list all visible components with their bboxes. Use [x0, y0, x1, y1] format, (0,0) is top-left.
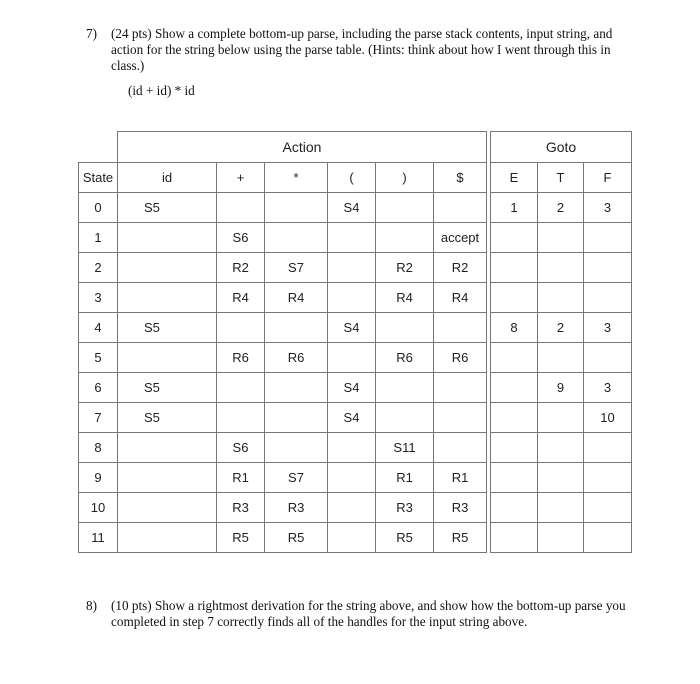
cell-dollar: R4 — [434, 283, 487, 313]
cell-star: S7 — [265, 463, 328, 493]
cell-T — [538, 403, 584, 433]
cell-plus: R2 — [217, 253, 265, 283]
cell-T: 2 — [538, 313, 584, 343]
cell-star: R4 — [265, 283, 328, 313]
cell-plus: R1 — [217, 463, 265, 493]
cell-T — [538, 433, 584, 463]
question-8-number: 8) — [86, 598, 97, 613]
cell-state: 5 — [79, 343, 118, 373]
table-row — [79, 223, 632, 253]
cell-lparen — [328, 523, 376, 553]
cell-id: S5 — [118, 373, 217, 403]
cell-star — [265, 403, 328, 433]
cell-T — [538, 283, 584, 313]
cell-E — [491, 523, 538, 553]
cell-lparen: S4 — [328, 373, 376, 403]
cell-E — [491, 463, 538, 493]
table-row — [79, 283, 632, 313]
cell-plus: S6 — [217, 223, 265, 253]
cell-rparen: R3 — [376, 493, 434, 523]
cell-star — [265, 373, 328, 403]
cell-F — [584, 493, 632, 523]
cell-id: S5 — [118, 193, 217, 223]
cell-plus: R4 — [217, 283, 265, 313]
cell-rparen — [376, 373, 434, 403]
cell-id — [118, 223, 217, 253]
cell-star — [265, 433, 328, 463]
cell-star: R3 — [265, 493, 328, 523]
cell-lparen — [328, 463, 376, 493]
cell-state: 0 — [79, 193, 118, 223]
cell-id — [118, 493, 217, 523]
cell-rparen — [376, 403, 434, 433]
cell-E — [491, 223, 538, 253]
cell-lparen: S4 — [328, 193, 376, 223]
cell-T — [538, 493, 584, 523]
cell-dollar — [434, 193, 487, 223]
cell-F — [584, 523, 632, 553]
cell-lparen — [328, 253, 376, 283]
cell-rparen: R2 — [376, 253, 434, 283]
cell-dollar — [434, 313, 487, 343]
cell-state: 2 — [79, 253, 118, 283]
table-row — [79, 403, 632, 433]
action-group-header: Action — [118, 132, 487, 163]
cell-E — [491, 283, 538, 313]
cell-E: 8 — [491, 313, 538, 343]
cell-state: 10 — [79, 493, 118, 523]
cell-rparen: R4 — [376, 283, 434, 313]
parse-table — [78, 131, 632, 553]
goto-group-header: Goto — [491, 132, 632, 163]
input-expression: (id + id) * id — [128, 83, 195, 98]
cell-F: 10 — [584, 403, 632, 433]
cell-lparen: S4 — [328, 403, 376, 433]
cell-rparen: R6 — [376, 343, 434, 373]
cell-star: R5 — [265, 523, 328, 553]
cell-E — [491, 433, 538, 463]
cell-T — [538, 223, 584, 253]
header-F: F — [584, 163, 632, 193]
cell-plus — [217, 313, 265, 343]
header-lparen: ( — [328, 163, 376, 193]
table-row — [79, 523, 632, 553]
cell-lparen — [328, 223, 376, 253]
cell-id — [118, 253, 217, 283]
cell-dollar — [434, 403, 487, 433]
cell-plus: R6 — [217, 343, 265, 373]
cell-state: 7 — [79, 403, 118, 433]
cell-lparen — [328, 343, 376, 373]
cell-dollar: R6 — [434, 343, 487, 373]
cell-T — [538, 523, 584, 553]
cell-state: 11 — [79, 523, 118, 553]
cell-dollar — [434, 433, 487, 463]
cell-E — [491, 343, 538, 373]
cell-E: 1 — [491, 193, 538, 223]
cell-id — [118, 433, 217, 463]
table-row — [79, 433, 632, 463]
cell-F — [584, 283, 632, 313]
cell-E — [491, 403, 538, 433]
question-8-text: (10 pts) Show a rightmost derivation for the string above, and show how the bottom-up parse you completed in step 7 correctly finds all of the handles for the input string above. — [111, 598, 626, 629]
cell-F — [584, 223, 632, 253]
cell-id: S5 — [118, 403, 217, 433]
cell-plus — [217, 403, 265, 433]
cell-F — [584, 433, 632, 463]
header-T: T — [538, 163, 584, 193]
cell-F — [584, 253, 632, 283]
cell-star: R6 — [265, 343, 328, 373]
cell-lparen: S4 — [328, 313, 376, 343]
cell-rparen: R5 — [376, 523, 434, 553]
cell-id: S5 — [118, 313, 217, 343]
cell-lparen — [328, 283, 376, 313]
header-rparen: ) — [376, 163, 434, 193]
cell-rparen — [376, 223, 434, 253]
cell-lparen — [328, 433, 376, 463]
table-row — [79, 373, 632, 403]
cell-star — [265, 313, 328, 343]
cell-id — [118, 343, 217, 373]
cell-F: 3 — [584, 373, 632, 403]
cell-lparen — [328, 493, 376, 523]
cell-state: 9 — [79, 463, 118, 493]
header-dollar: $ — [434, 163, 487, 193]
cell-dollar: R5 — [434, 523, 487, 553]
table-row — [79, 313, 632, 343]
cell-id — [118, 523, 217, 553]
cell-rparen: S11 — [376, 433, 434, 463]
header-E: E — [491, 163, 538, 193]
cell-star: S7 — [265, 253, 328, 283]
cell-E — [491, 253, 538, 283]
cell-F: 3 — [584, 313, 632, 343]
header-star: * — [265, 163, 328, 193]
cell-plus: S6 — [217, 433, 265, 463]
cell-state: 4 — [79, 313, 118, 343]
header-row — [79, 163, 632, 193]
cell-dollar — [434, 373, 487, 403]
cell-E — [491, 493, 538, 523]
cell-state: 6 — [79, 373, 118, 403]
cell-plus: R3 — [217, 493, 265, 523]
cell-plus — [217, 373, 265, 403]
cell-star — [265, 223, 328, 253]
cell-T — [538, 343, 584, 373]
cell-F — [584, 343, 632, 373]
cell-dollar: accept — [434, 223, 487, 253]
table-row — [79, 193, 632, 223]
cell-T: 2 — [538, 193, 584, 223]
cell-state: 1 — [79, 223, 118, 253]
cell-T — [538, 253, 584, 283]
cell-state: 3 — [79, 283, 118, 313]
cell-dollar: R1 — [434, 463, 487, 493]
cell-T — [538, 463, 584, 493]
cell-rparen — [376, 193, 434, 223]
table-row — [79, 253, 632, 283]
table-row — [79, 493, 632, 523]
cell-rparen — [376, 313, 434, 343]
cell-F — [584, 463, 632, 493]
cell-id — [118, 463, 217, 493]
cell-E — [491, 373, 538, 403]
cell-T: 9 — [538, 373, 584, 403]
question-7-text: (24 pts) Show a complete bottom-up parse, including the parse stack contents, input string, and action for the string below using the parse table. (Hints: think about how I went through this in class.) — [111, 26, 613, 73]
cell-dollar: R3 — [434, 493, 487, 523]
table-row — [79, 463, 632, 493]
cell-dollar: R2 — [434, 253, 487, 283]
cell-star — [265, 193, 328, 223]
cell-F: 3 — [584, 193, 632, 223]
cell-plus — [217, 193, 265, 223]
question-7-number: 7) — [86, 26, 97, 41]
cell-plus: R5 — [217, 523, 265, 553]
cell-id — [118, 283, 217, 313]
cell-state: 8 — [79, 433, 118, 463]
table-row — [79, 343, 632, 373]
cell-rparen: R1 — [376, 463, 434, 493]
header-plus: + — [217, 163, 265, 193]
header-state: State — [79, 163, 118, 193]
header-id: id — [118, 163, 217, 193]
